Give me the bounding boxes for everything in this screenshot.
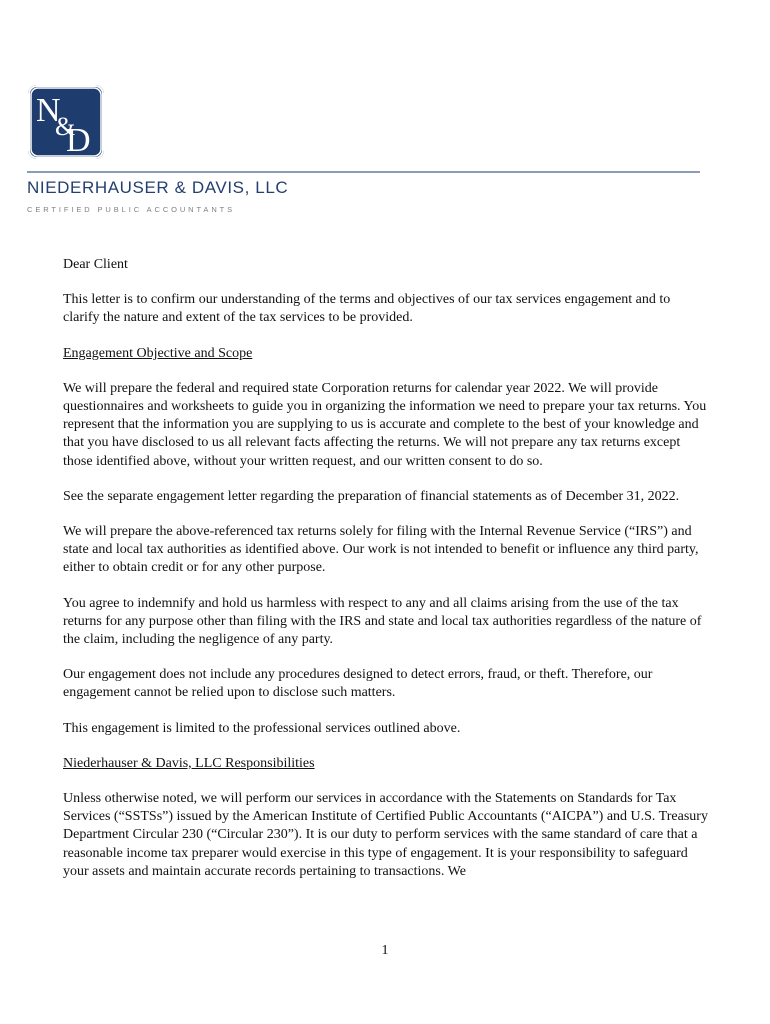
logo-letter-d: D xyxy=(66,122,91,159)
section-heading-responsibilities: Niederhauser & Davis, LLC Responsibilities xyxy=(63,755,315,771)
paragraph: We will prepare the above-referenced tax returns solely for filing with the Internal Revenue Service (“IRS”) and state and local tax authorities as identified above. Our work is not intended to benefit or influence any third party, either to obtain credit or for any other purpose. xyxy=(63,524,699,576)
logo-ampersand: & xyxy=(55,112,76,141)
logo-letter-n: N xyxy=(36,92,61,129)
intro-paragraph: This letter is to confirm our understanding of the terms and objectives of our tax services engagement and to clarify the nature and extent of the tax services to be provided. xyxy=(63,292,671,326)
section-heading-scope: Engagement Objective and Scope xyxy=(63,345,253,361)
letter-body xyxy=(63,256,709,898)
paragraph: Unless otherwise noted, we will perform our services in accordance with the Statements on Standards for Tax Services (“SSTSs”) issued by the American Institute of Certified Public Accountants (“AICPA”) and U.S. Treasury Department Circular 230 (“Circular 230”). It is our duty to perform services with the same standard of care that a reasonable income tax preparer would exercise in this type of engagement. It is your responsibility to safeguard your assets and maintain accurate records pertaining to transactions. We xyxy=(63,791,708,879)
firm-subtitle: CERTIFIED PUBLIC ACCOUNTANTS xyxy=(27,205,236,214)
header-divider xyxy=(27,171,700,173)
salutation: Dear Client xyxy=(63,257,128,272)
paragraph: This engagement is limited to the professional services outlined above. xyxy=(63,720,461,736)
paragraph: See the separate engagement letter regarding the preparation of financial statements as of December 31, 2022. xyxy=(63,488,680,504)
paragraph: You agree to indemnify and hold us harmless with respect to any and all claims arising from the use of the tax returns for any purpose other than filing with the IRS and state and local tax authorities regardless of the nature of the claim, including the negligence of any party. xyxy=(63,595,702,648)
paragraph: We will prepare the federal and required state Corporation returns for calendar year 2022. We will provide questionnaires and worksheets to guide you in organizing the information we need to prepare your tax returns. You represent that the information you are supplying to us is accurate and complete to the best of your knowledge and that you have disclosed to us all relevant facts affecting the returns. We will not prepare any tax returns except those identified above, without your written request, and our written consent to do so. xyxy=(63,380,707,469)
logo-monogram xyxy=(28,85,104,159)
firm-name: NIEDERHAUSER & DAVIS, LLC xyxy=(27,178,289,197)
firm-logo xyxy=(28,85,104,159)
page-number: 1 xyxy=(381,943,389,958)
paragraph: Our engagement does not include any procedures designed to detect errors, fraud, or theft. Therefore, our engagement cannot be relied upon to disclose such matters. xyxy=(63,667,653,701)
